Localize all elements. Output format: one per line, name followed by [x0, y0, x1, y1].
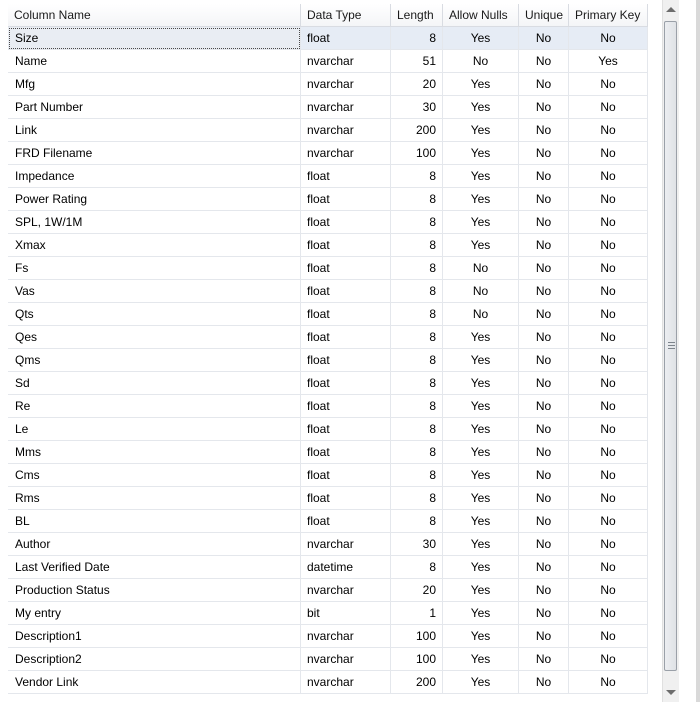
cell-length[interactable]: 1: [391, 602, 443, 625]
cell-unique[interactable]: No: [519, 510, 569, 533]
cell-column-name[interactable]: SPL, 1W/1M: [8, 211, 301, 234]
cell-primary-key[interactable]: No: [569, 211, 648, 234]
cell-length[interactable]: 8: [391, 487, 443, 510]
cell-unique[interactable]: No: [519, 556, 569, 579]
cell-column-name[interactable]: Mms: [8, 441, 301, 464]
cell-allow-nulls[interactable]: Yes: [443, 625, 519, 648]
cell-primary-key[interactable]: No: [569, 464, 648, 487]
table-row[interactable]: [0, 50, 648, 73]
cell-column-name[interactable]: Description2: [8, 648, 301, 671]
cell-allow-nulls[interactable]: No: [443, 303, 519, 326]
cell-column-name[interactable]: Sd: [8, 372, 301, 395]
cell-length[interactable]: 8: [391, 510, 443, 533]
cell-length[interactable]: 100: [391, 142, 443, 165]
table-row[interactable]: [0, 349, 648, 372]
cell-data-type[interactable]: float: [301, 395, 391, 418]
cell-primary-key[interactable]: Yes: [569, 50, 648, 73]
cell-primary-key[interactable]: No: [569, 625, 648, 648]
cell-data-type[interactable]: float: [301, 165, 391, 188]
table-row[interactable]: [0, 142, 648, 165]
table-row[interactable]: [0, 441, 648, 464]
cell-primary-key[interactable]: No: [569, 556, 648, 579]
cell-length[interactable]: 200: [391, 119, 443, 142]
cell-allow-nulls[interactable]: Yes: [443, 119, 519, 142]
cell-unique[interactable]: No: [519, 625, 569, 648]
cell-allow-nulls[interactable]: Yes: [443, 349, 519, 372]
cell-column-name[interactable]: Size: [8, 27, 301, 50]
cell-column-name[interactable]: Link: [8, 119, 301, 142]
cell-unique[interactable]: No: [519, 142, 569, 165]
cell-allow-nulls[interactable]: Yes: [443, 27, 519, 50]
cell-unique[interactable]: No: [519, 234, 569, 257]
header-column-name[interactable]: Column Name: [8, 4, 301, 27]
table-row[interactable]: [0, 671, 648, 694]
scroll-up-arrow-icon[interactable]: [666, 7, 676, 12]
cell-length[interactable]: 20: [391, 579, 443, 602]
cell-allow-nulls[interactable]: Yes: [443, 464, 519, 487]
cell-allow-nulls[interactable]: Yes: [443, 510, 519, 533]
cell-data-type[interactable]: nvarchar: [301, 142, 391, 165]
cell-allow-nulls[interactable]: Yes: [443, 326, 519, 349]
cell-length[interactable]: 8: [391, 234, 443, 257]
cell-data-type[interactable]: datetime: [301, 556, 391, 579]
cell-data-type[interactable]: float: [301, 464, 391, 487]
table-row[interactable]: [0, 27, 648, 50]
cell-column-name[interactable]: Part Number: [8, 96, 301, 119]
cell-data-type[interactable]: nvarchar: [301, 73, 391, 96]
cell-unique[interactable]: No: [519, 349, 569, 372]
table-row[interactable]: [0, 96, 648, 119]
cell-allow-nulls[interactable]: Yes: [443, 487, 519, 510]
table-row[interactable]: [0, 556, 648, 579]
cell-data-type[interactable]: float: [301, 441, 391, 464]
cell-allow-nulls[interactable]: Yes: [443, 579, 519, 602]
cell-unique[interactable]: No: [519, 671, 569, 694]
cell-allow-nulls[interactable]: Yes: [443, 142, 519, 165]
grip-icon: [668, 342, 675, 351]
table-row[interactable]: [0, 395, 648, 418]
cell-length[interactable]: 8: [391, 165, 443, 188]
scrollbar-thumb[interactable]: [664, 21, 677, 671]
cell-unique[interactable]: No: [519, 441, 569, 464]
table-row[interactable]: [0, 257, 648, 280]
cell-allow-nulls[interactable]: Yes: [443, 96, 519, 119]
cell-length[interactable]: 8: [391, 395, 443, 418]
cell-data-type[interactable]: float: [301, 326, 391, 349]
column-header-row: [0, 0, 662, 27]
cell-allow-nulls[interactable]: Yes: [443, 234, 519, 257]
cell-column-name[interactable]: Vendor Link: [8, 671, 301, 694]
cell-primary-key[interactable]: No: [569, 510, 648, 533]
cell-allow-nulls[interactable]: Yes: [443, 533, 519, 556]
cell-data-type[interactable]: nvarchar: [301, 579, 391, 602]
cell-unique[interactable]: No: [519, 188, 569, 211]
cell-column-name[interactable]: Rms: [8, 487, 301, 510]
cell-column-name[interactable]: FRD Filename: [8, 142, 301, 165]
cell-length[interactable]: 8: [391, 418, 443, 441]
cell-data-type[interactable]: float: [301, 257, 391, 280]
table-row[interactable]: [0, 418, 648, 441]
cell-column-name[interactable]: Qms: [8, 349, 301, 372]
table-row[interactable]: [0, 119, 648, 142]
cell-unique[interactable]: No: [519, 119, 569, 142]
cell-length[interactable]: 51: [391, 50, 443, 73]
cell-primary-key[interactable]: No: [569, 579, 648, 602]
cell-column-name[interactable]: Impedance: [8, 165, 301, 188]
cell-unique[interactable]: No: [519, 395, 569, 418]
cell-allow-nulls[interactable]: Yes: [443, 372, 519, 395]
cell-primary-key[interactable]: No: [569, 395, 648, 418]
cell-unique[interactable]: No: [519, 602, 569, 625]
cell-length[interactable]: 8: [391, 349, 443, 372]
cell-length[interactable]: 8: [391, 372, 443, 395]
cell-column-name[interactable]: Qes: [8, 326, 301, 349]
cell-unique[interactable]: No: [519, 73, 569, 96]
cell-column-name[interactable]: Fs: [8, 257, 301, 280]
cell-allow-nulls[interactable]: Yes: [443, 188, 519, 211]
header-allow-nulls[interactable]: Allow Nulls: [443, 4, 519, 27]
cell-data-type[interactable]: nvarchar: [301, 648, 391, 671]
cell-primary-key[interactable]: No: [569, 142, 648, 165]
cell-unique[interactable]: No: [519, 27, 569, 50]
table-row[interactable]: [0, 326, 648, 349]
cell-primary-key[interactable]: No: [569, 326, 648, 349]
cell-data-type[interactable]: float: [301, 211, 391, 234]
cell-unique[interactable]: No: [519, 579, 569, 602]
table-row[interactable]: [0, 510, 648, 533]
table-row[interactable]: [0, 188, 648, 211]
cell-column-name[interactable]: Re: [8, 395, 301, 418]
cell-allow-nulls[interactable]: Yes: [443, 165, 519, 188]
cell-primary-key[interactable]: No: [569, 372, 648, 395]
table-row[interactable]: [0, 280, 648, 303]
cell-column-name[interactable]: Last Verified Date: [8, 556, 301, 579]
cell-primary-key[interactable]: No: [569, 119, 648, 142]
cell-length[interactable]: 8: [391, 257, 443, 280]
cell-primary-key[interactable]: No: [569, 96, 648, 119]
cell-data-type[interactable]: float: [301, 303, 391, 326]
cell-data-type[interactable]: nvarchar: [301, 119, 391, 142]
cell-allow-nulls[interactable]: No: [443, 280, 519, 303]
vertical-scrollbar[interactable]: [662, 0, 679, 702]
cell-data-type[interactable]: float: [301, 418, 391, 441]
cell-data-type[interactable]: float: [301, 188, 391, 211]
cell-length[interactable]: 100: [391, 625, 443, 648]
cell-length[interactable]: 20: [391, 73, 443, 96]
cell-allow-nulls[interactable]: Yes: [443, 211, 519, 234]
cell-allow-nulls[interactable]: No: [443, 257, 519, 280]
cell-column-name[interactable]: Production Status: [8, 579, 301, 602]
header-unique[interactable]: Unique: [519, 4, 569, 27]
cell-data-type[interactable]: nvarchar: [301, 533, 391, 556]
cell-length[interactable]: 8: [391, 211, 443, 234]
cell-column-name[interactable]: Xmax: [8, 234, 301, 257]
cell-column-name[interactable]: My entry: [8, 602, 301, 625]
cell-primary-key[interactable]: No: [569, 648, 648, 671]
table-row[interactable]: [0, 648, 648, 671]
cell-length[interactable]: 30: [391, 96, 443, 119]
cell-primary-key[interactable]: No: [569, 418, 648, 441]
cell-unique[interactable]: No: [519, 50, 569, 73]
table-row[interactable]: [0, 372, 648, 395]
cell-primary-key[interactable]: No: [569, 671, 648, 694]
cell-allow-nulls[interactable]: Yes: [443, 418, 519, 441]
cell-column-name[interactable]: Description1: [8, 625, 301, 648]
cell-length[interactable]: 100: [391, 648, 443, 671]
cell-allow-nulls[interactable]: Yes: [443, 73, 519, 96]
table-row[interactable]: [0, 211, 648, 234]
cell-length[interactable]: 8: [391, 27, 443, 50]
table-row[interactable]: [0, 602, 648, 625]
window-edge: [696, 0, 700, 702]
cell-allow-nulls[interactable]: No: [443, 50, 519, 73]
cell-primary-key[interactable]: No: [569, 27, 648, 50]
cell-data-type[interactable]: float: [301, 510, 391, 533]
scroll-down-arrow-icon[interactable]: [666, 690, 676, 695]
cell-column-name[interactable]: Cms: [8, 464, 301, 487]
cell-length[interactable]: 8: [391, 464, 443, 487]
table-row[interactable]: [0, 533, 648, 556]
table-row[interactable]: [0, 303, 648, 326]
cell-unique[interactable]: No: [519, 418, 569, 441]
cell-unique[interactable]: No: [519, 648, 569, 671]
cell-primary-key[interactable]: No: [569, 73, 648, 96]
cell-primary-key[interactable]: No: [569, 602, 648, 625]
cell-data-type[interactable]: bit: [301, 602, 391, 625]
cell-allow-nulls[interactable]: Yes: [443, 671, 519, 694]
cell-length[interactable]: 200: [391, 671, 443, 694]
cell-unique[interactable]: No: [519, 165, 569, 188]
table-row[interactable]: [0, 625, 648, 648]
cell-primary-key[interactable]: No: [569, 487, 648, 510]
cell-column-name[interactable]: Le: [8, 418, 301, 441]
cell-data-type[interactable]: float: [301, 487, 391, 510]
cell-unique[interactable]: No: [519, 280, 569, 303]
cell-column-name[interactable]: Mfg: [8, 73, 301, 96]
cell-data-type[interactable]: nvarchar: [301, 671, 391, 694]
cell-allow-nulls[interactable]: Yes: [443, 648, 519, 671]
cell-length[interactable]: 8: [391, 556, 443, 579]
cell-column-name[interactable]: Name: [8, 50, 301, 73]
cell-length[interactable]: 30: [391, 533, 443, 556]
cell-primary-key[interactable]: No: [569, 441, 648, 464]
cell-column-name[interactable]: Power Rating: [8, 188, 301, 211]
header-data-type[interactable]: Data Type: [301, 4, 391, 27]
cell-primary-key[interactable]: No: [569, 533, 648, 556]
cell-data-type[interactable]: float: [301, 234, 391, 257]
cell-unique[interactable]: No: [519, 487, 569, 510]
cell-column-name[interactable]: Author: [8, 533, 301, 556]
cell-unique[interactable]: No: [519, 533, 569, 556]
cell-unique[interactable]: No: [519, 464, 569, 487]
cell-column-name[interactable]: BL: [8, 510, 301, 533]
cell-data-type[interactable]: float: [301, 372, 391, 395]
cell-primary-key[interactable]: No: [569, 165, 648, 188]
cell-unique[interactable]: No: [519, 211, 569, 234]
cell-data-type[interactable]: float: [301, 349, 391, 372]
cell-primary-key[interactable]: No: [569, 303, 648, 326]
table-row[interactable]: [0, 73, 648, 96]
cell-primary-key[interactable]: No: [569, 257, 648, 280]
cell-data-type[interactable]: nvarchar: [301, 625, 391, 648]
table-row[interactable]: [0, 487, 648, 510]
cell-length[interactable]: 8: [391, 188, 443, 211]
cell-column-name[interactable]: Qts: [8, 303, 301, 326]
cell-data-type[interactable]: nvarchar: [301, 50, 391, 73]
header-length[interactable]: Length: [391, 4, 443, 27]
cell-column-name[interactable]: Vas: [8, 280, 301, 303]
cell-unique[interactable]: No: [519, 96, 569, 119]
cell-primary-key[interactable]: No: [569, 188, 648, 211]
cell-primary-key[interactable]: No: [569, 349, 648, 372]
table-row[interactable]: [0, 234, 648, 257]
cell-length[interactable]: 8: [391, 280, 443, 303]
header-primary-key[interactable]: Primary Key: [569, 4, 648, 27]
table-row[interactable]: [0, 165, 648, 188]
cell-data-type[interactable]: nvarchar: [301, 96, 391, 119]
table-row[interactable]: [0, 464, 648, 487]
cell-length[interactable]: 8: [391, 441, 443, 464]
cell-primary-key[interactable]: No: [569, 280, 648, 303]
table-row[interactable]: [0, 579, 648, 602]
cell-unique[interactable]: No: [519, 257, 569, 280]
cell-length[interactable]: 8: [391, 326, 443, 349]
cell-unique[interactable]: No: [519, 372, 569, 395]
cell-data-type[interactable]: float: [301, 280, 391, 303]
cell-allow-nulls[interactable]: Yes: [443, 441, 519, 464]
cell-unique[interactable]: No: [519, 303, 569, 326]
cell-unique[interactable]: No: [519, 326, 569, 349]
cell-allow-nulls[interactable]: Yes: [443, 602, 519, 625]
cell-data-type[interactable]: float: [301, 27, 391, 50]
cell-allow-nulls[interactable]: Yes: [443, 556, 519, 579]
cell-allow-nulls[interactable]: Yes: [443, 395, 519, 418]
cell-primary-key[interactable]: No: [569, 234, 648, 257]
cell-length[interactable]: 8: [391, 303, 443, 326]
